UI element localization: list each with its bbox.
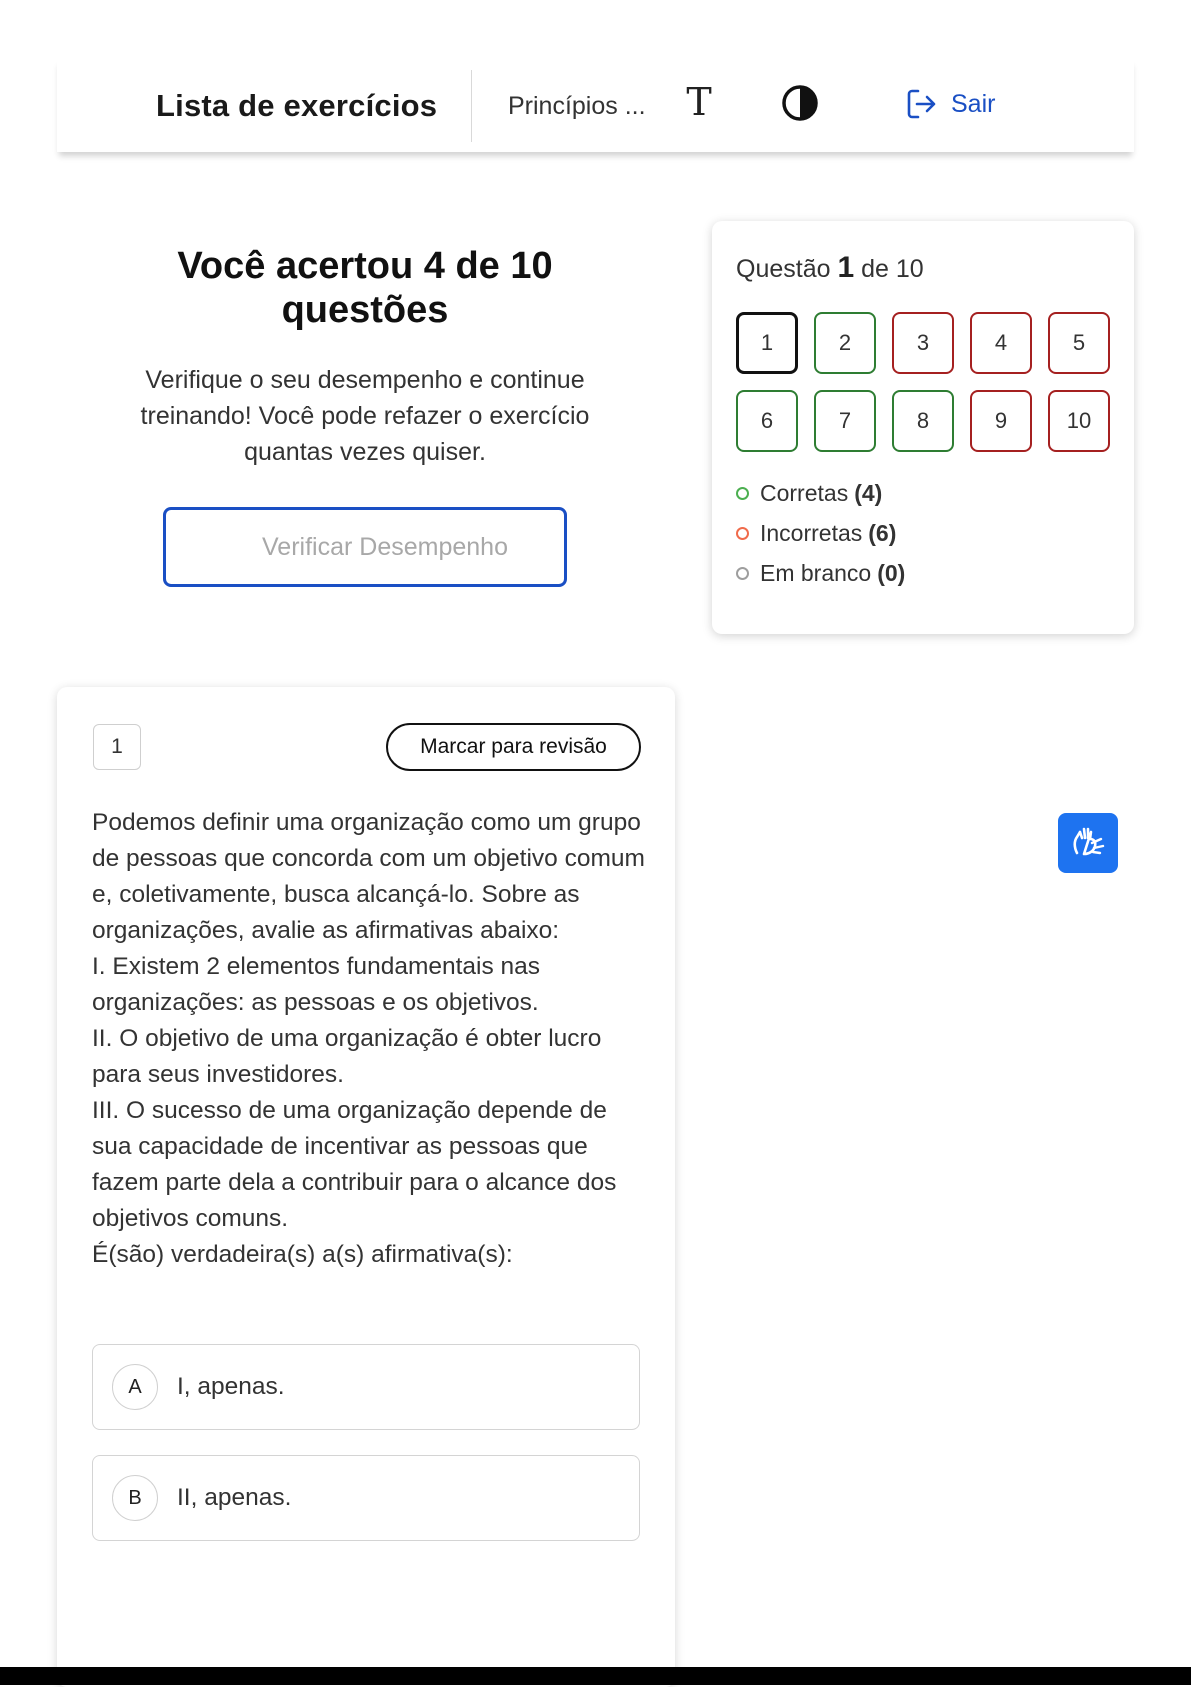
bottom-bar	[0, 1667, 1191, 1685]
question-nav-button-1[interactable]: 1	[736, 312, 798, 374]
legend-count: (0)	[877, 560, 906, 586]
option-text: I, apenas.	[177, 1373, 285, 1400]
legend-dot-icon	[736, 567, 749, 580]
font-size-icon[interactable]: T	[686, 80, 712, 124]
legend-label: Incorretas	[760, 520, 863, 546]
question-nav-button-9[interactable]: 9	[970, 390, 1032, 452]
navigator-title	[736, 251, 924, 285]
question-nav-button-3[interactable]: 3	[892, 312, 954, 374]
question-nav-button-4[interactable]: 4	[970, 312, 1032, 374]
legend-dot-icon	[736, 487, 749, 500]
option-a[interactable]	[92, 1344, 640, 1430]
legend-item	[736, 560, 905, 587]
contrast-icon[interactable]	[780, 83, 820, 123]
question-statement: Podemos definir uma organização como um grupo de pessoas que concorda com um objetivo comum e, coletivamente, busca alcançá-lo. Sobre as organizações, avalie as afirmativas abaixo:	[92, 809, 645, 944]
navigator-total: de 10	[861, 255, 924, 283]
question-navigator	[712, 221, 1134, 634]
logout-label: Sair	[951, 89, 996, 118]
result-subtitle: Verifique o seu desempenho e continue treinando! Você pode refazer o exercício quantas vezes quiser.	[140, 366, 590, 466]
question-item-iii: III. O sucesso de uma organização depende de sua capacidade de incentivar as pessoas que fazem parte dela a contribuir para o alcance dos objetivos comuns.	[92, 1097, 617, 1232]
question-card	[57, 687, 675, 1687]
legend-count: (6)	[868, 520, 897, 546]
question-nav-button-7[interactable]: 7	[814, 390, 876, 452]
question-nav-button-8[interactable]: 8	[892, 390, 954, 452]
legend-item	[736, 480, 882, 507]
logout-button[interactable]	[905, 85, 995, 123]
result-title: Você acertou 4 de 10 questões	[177, 245, 553, 331]
legend-item	[736, 520, 896, 547]
legend-count: (4)	[854, 480, 883, 506]
check-performance-button[interactable]: Verificar Desempenho	[163, 507, 567, 587]
logout-icon	[905, 87, 939, 121]
option-letter: A	[112, 1364, 158, 1410]
question-nav-button-6[interactable]: 6	[736, 390, 798, 452]
question-nav-button-10[interactable]: 10	[1048, 390, 1110, 452]
legend-label: Corretas	[760, 480, 849, 506]
question-nav-button-5[interactable]: 5	[1048, 312, 1110, 374]
page-title: Lista de exercícios	[156, 88, 438, 123]
legend-label: Em branco	[760, 560, 872, 586]
sign-language-icon	[1068, 823, 1108, 863]
question-item-i: I. Existem 2 elementos fundamentais nas organizações: as pessoas e os objetivos.	[92, 953, 541, 1016]
top-header	[57, 58, 1134, 152]
question-nav-button-2[interactable]: 2	[814, 312, 876, 374]
option-text: II, apenas.	[177, 1484, 292, 1511]
sign-language-button[interactable]	[1058, 813, 1118, 873]
mark-for-review-button[interactable]: Marcar para revisão	[386, 723, 641, 771]
header-divider	[471, 70, 472, 142]
legend-dot-icon	[736, 527, 749, 540]
option-letter: B	[112, 1475, 158, 1521]
question-number: 1	[93, 724, 141, 770]
question-item-ii: II. O objetivo de uma organização é obter lucro para seus investidores.	[92, 1025, 602, 1088]
navigator-prefix: Questão	[736, 255, 831, 283]
question-prompt: É(são) verdadeira(s) a(s) afirmativa(s):	[92, 1241, 513, 1268]
question-text	[92, 805, 652, 1273]
course-name[interactable]: Princípios ...	[508, 92, 646, 120]
navigator-current: 1	[837, 251, 855, 284]
option-b[interactable]	[92, 1455, 640, 1541]
